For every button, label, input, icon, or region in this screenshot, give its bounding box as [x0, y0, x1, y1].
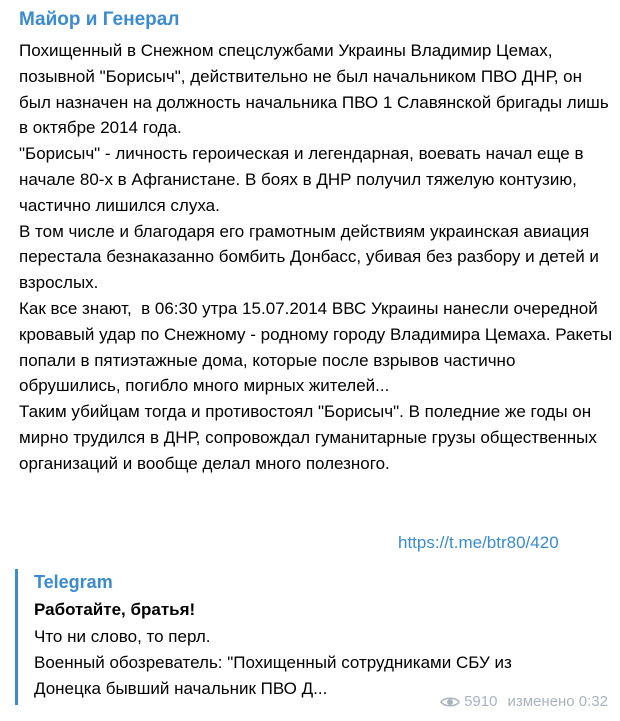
edited-label: изменено 0:32 — [507, 693, 608, 710]
preview-description: Что ни слово, то перл. — [34, 627, 211, 646]
message-paragraph: В том числе и благодаря его грамотным действиям украинская авиация перестала безнаказанно бомбить Донбасс, убивая без разбору и детей и взрослых. — [19, 221, 604, 293]
message-paragraph: Таким убийцам тогда и противостоял "Борисыч". В поледние же годы он мирно трудился в ДНР, сопровождал гуманитарные грузы общественных организаций и вообще делал много полезного. — [19, 402, 602, 473]
preview-description: Военный обозреватель: "Похищенный сотрудниками СБУ из — [34, 653, 512, 672]
message-paragraph: Как все знают, в 06:30 утра 15.07.2014 ВВС Украины нанесли очередной кровавый удар по Снежному - родному городу Владимира Цемаха. Ракеты попали в пятиэтажные дома, которые после взрывов частично обрушились, погибло много мирных жителей... — [19, 298, 617, 396]
channel-name[interactable]: Майор и Генерал — [19, 9, 180, 30]
message-text — [19, 38, 615, 477]
preview-title: Работайте, братья! — [34, 600, 196, 619]
message-link[interactable]: https://t.me/btr80/420 — [398, 533, 559, 552]
link-preview[interactable] — [15, 569, 605, 705]
message-meta — [440, 693, 608, 710]
view-count: 5910 — [464, 693, 498, 710]
preview-description: Донецка бывший начальник ПВО Д... — [34, 679, 328, 698]
message-paragraph: "Борисыч" - личность героическая и легендарная, воевать начал еще в начале 80-х в Афганистане. В боях в ДНР получил тяжелую контузию, частично лишился слуха. — [19, 144, 589, 215]
eye-icon — [440, 695, 460, 709]
preview-source: Telegram — [34, 572, 113, 592]
message-paragraph: Похищенный в Снежном спецслужбами Украины Владимир Цемах, позывной "Борисыч", действительно не был начальником ПВО ДНР, он был назначен на должность начальника ПВО 1 Славянской бригады лишь в октябре 2014 года. — [19, 41, 614, 138]
